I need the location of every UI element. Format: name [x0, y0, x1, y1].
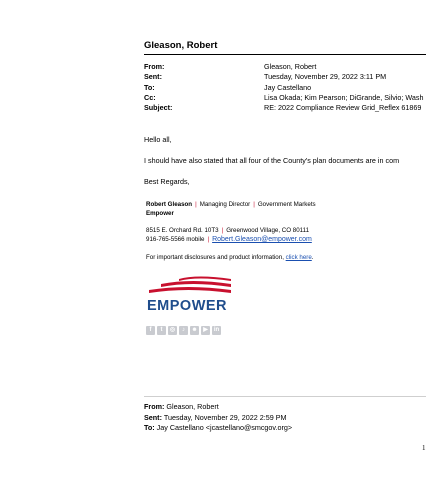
- signature-disclosure: [146, 254, 314, 261]
- instagram-icon[interactable]: ◎: [169, 327, 176, 333]
- signature-line-2: [146, 210, 174, 217]
- fwd-from-value: Gleason, Robert: [166, 402, 219, 411]
- meta-cc-row: [144, 93, 424, 103]
- signature-line-1: [146, 201, 316, 208]
- signature-email-link[interactable]: Robert.Gleason@empower.com: [212, 236, 312, 243]
- sent-value: Tuesday, November 29, 2022 3:11 PM: [264, 72, 387, 82]
- forward-divider: [144, 396, 426, 397]
- meta-from-row: [144, 62, 424, 72]
- signature-dept: Government Markets: [257, 201, 316, 208]
- facebook-icon[interactable]: f: [146, 326, 155, 335]
- meta-subject-row: [144, 103, 424, 113]
- to-value: Jay Castellano: [264, 82, 312, 92]
- signature-city: Greenwood Village, CO 80111: [226, 227, 310, 234]
- signature-company: Empower: [146, 210, 174, 217]
- closing: Best Regards,: [144, 177, 190, 186]
- snapchat-icon[interactable]: ☻: [191, 327, 198, 333]
- fwd-from-label: From:: [144, 402, 165, 411]
- separator: |: [253, 201, 255, 208]
- from-label: From:: [144, 62, 165, 71]
- separator: |: [221, 227, 224, 234]
- meta-sent-row: [144, 72, 424, 82]
- empower-logo-text: EMPOWER: [147, 298, 228, 314]
- sender-name-header: Gleason, Robert: [144, 40, 218, 51]
- meta-to-row: [144, 83, 424, 93]
- page-number: 1: [422, 444, 426, 452]
- header-divider: [144, 54, 426, 55]
- body-paragraph: I should have also stated that all four of the County's plan documents are in com: [144, 156, 400, 165]
- signature-line-3: [146, 227, 309, 234]
- flag-stripe: [161, 281, 231, 287]
- linkedin-icon[interactable]: in: [213, 327, 220, 333]
- fwd-sent-row: [144, 413, 292, 424]
- signature-line-4: [146, 236, 312, 243]
- sent-label: Sent:: [144, 72, 162, 82]
- greeting: Hello all,: [144, 135, 172, 144]
- twitter-icon[interactable]: t: [157, 326, 166, 335]
- separator: |: [195, 201, 197, 208]
- separator: |: [207, 236, 210, 243]
- fwd-sent-label: Sent:: [144, 412, 162, 422]
- cc-label: Cc:: [144, 92, 156, 102]
- subject-label: Subject:: [144, 103, 173, 113]
- forwarded-header: [144, 402, 292, 434]
- disclosure-link[interactable]: click here: [285, 254, 312, 261]
- flag-stripe: [149, 287, 231, 293]
- email-meta: [144, 62, 424, 113]
- cc-value: Lisa Okada; Kim Pearson; DiGrande, Silvio; Wash: [264, 92, 424, 102]
- signature-name: Robert Gleason: [146, 201, 193, 208]
- fwd-to-value: Jay Castellano <jcastellano@smcgov.org>: [156, 423, 293, 432]
- tiktok-icon[interactable]: ♪: [179, 326, 188, 335]
- disclosure-text: For important disclosures and product information,: [146, 254, 286, 261]
- signature-address: 8515 E. Orchard Rd. 10T3: [146, 227, 219, 234]
- flag-stripe: [179, 277, 231, 282]
- from-value: Gleason, Robert: [264, 62, 317, 71]
- social-icons: [146, 326, 221, 335]
- flag-stripes: [149, 277, 231, 294]
- signature-mobile: 916-765-5566 mobile: [146, 236, 205, 243]
- to-label: To:: [144, 82, 155, 92]
- fwd-sent-value: Tuesday, November 29, 2022 2:59 PM: [163, 412, 287, 422]
- youtube-icon[interactable]: ▶: [201, 326, 210, 335]
- signature-title: Managing Director: [199, 201, 251, 208]
- fwd-to-row: [144, 423, 292, 434]
- disclosure-suffix: .: [311, 254, 314, 261]
- fwd-to-label: To:: [144, 423, 155, 432]
- subject-value: RE: 2022 Compliance Review Grid_Reflex 61869: [264, 103, 422, 113]
- fwd-from-row: [144, 402, 292, 413]
